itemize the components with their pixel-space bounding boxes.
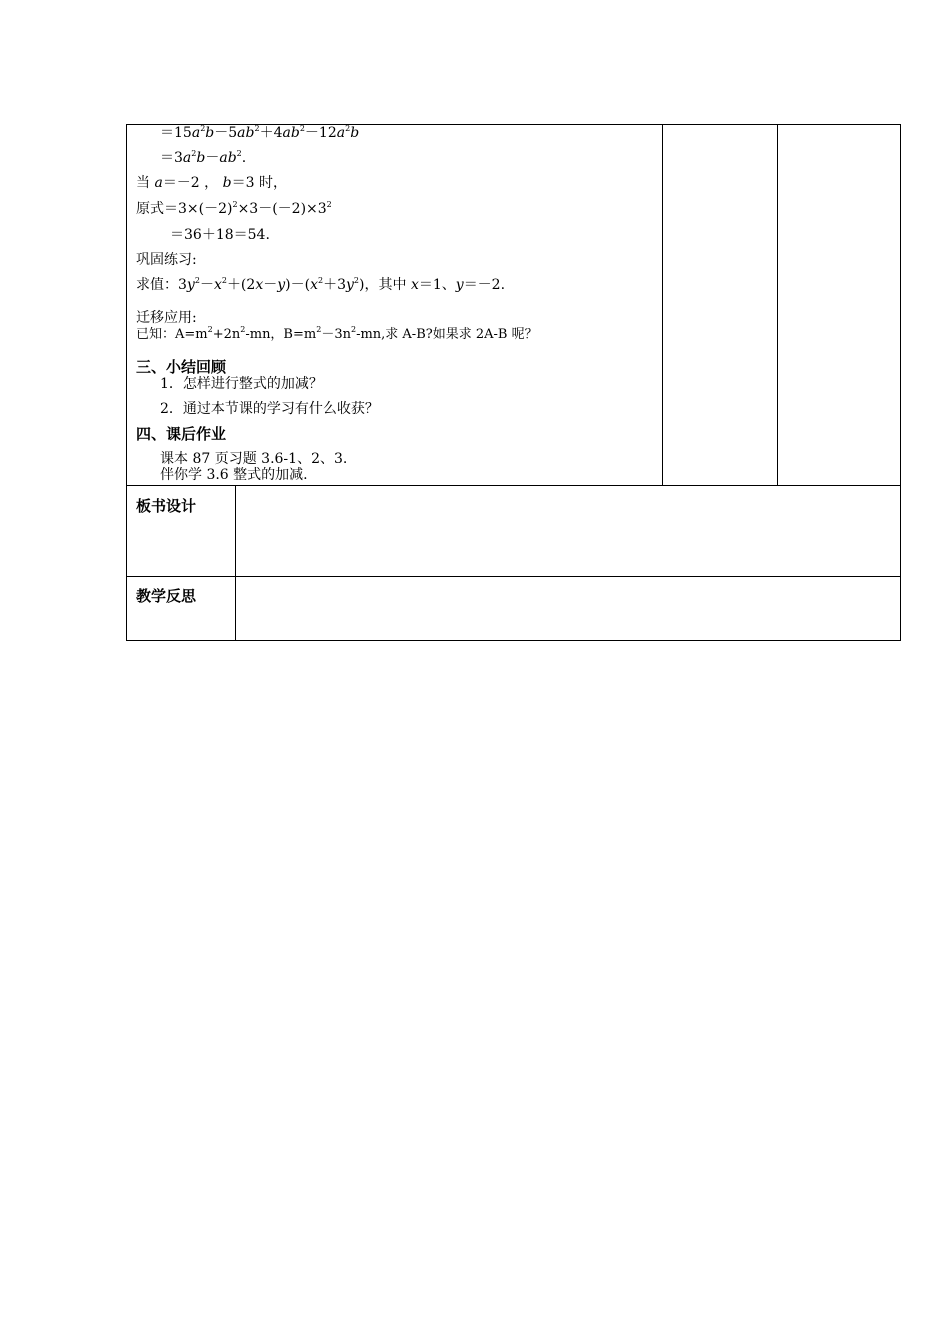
teaching-reflection-label: 教学反思 [136,587,197,605]
known-problem: 已知：$A=m^2+2n^2-mn$，$B=m^2-3n^2-mn$,求 A-B?如果求 2A-B 呢？ [136,325,538,342]
homework-item-1: 课本 87 页习题 3.6-1、2、3. [160,451,348,467]
table-divider-reflection [126,576,901,577]
calc-step-2: $=3a^2b-ab^2$. [160,149,247,166]
board-design-label: 板书设计 [136,497,197,515]
table-border-right [900,124,901,641]
homework-heading: 四、课后作业 [136,425,227,443]
calc-step-1: $=15a^2b-5ab^2+4ab^2-12a^2b$ [160,124,360,141]
evaluate-problem: 求值：$3y^2-x^2+(2x-y)-(x^2+3y^2)$，其中 x＝1、y＝－2. [136,276,506,293]
table-border-bottom [126,640,901,641]
original-result: ＝36＋18＝54. [170,227,270,243]
summary-heading: 三、小结回顾 [136,358,227,376]
lesson-table [126,124,901,641]
practice-label: 巩固练习: [136,252,197,268]
label-column-divider [235,485,236,641]
homework-item-2: 伴你学 3.6 整式的加减. [160,467,308,483]
summary-question-2: 2．通过本节课的学习有什么收获？ [160,401,379,417]
column-divider-2 [777,124,778,486]
original-expression: 原式$=3\times(-2)^2\times 3-(-2)\times 3^2$ [136,200,332,217]
table-border-left [126,124,127,641]
summary-question-1: 1．怎样进行整式的加减？ [160,376,323,392]
table-divider-board [126,485,901,486]
when-values: 当 a＝－2 ， b＝3 时， [136,175,287,191]
transfer-label: 迁移应用: [136,310,197,326]
column-divider-1 [662,124,663,486]
